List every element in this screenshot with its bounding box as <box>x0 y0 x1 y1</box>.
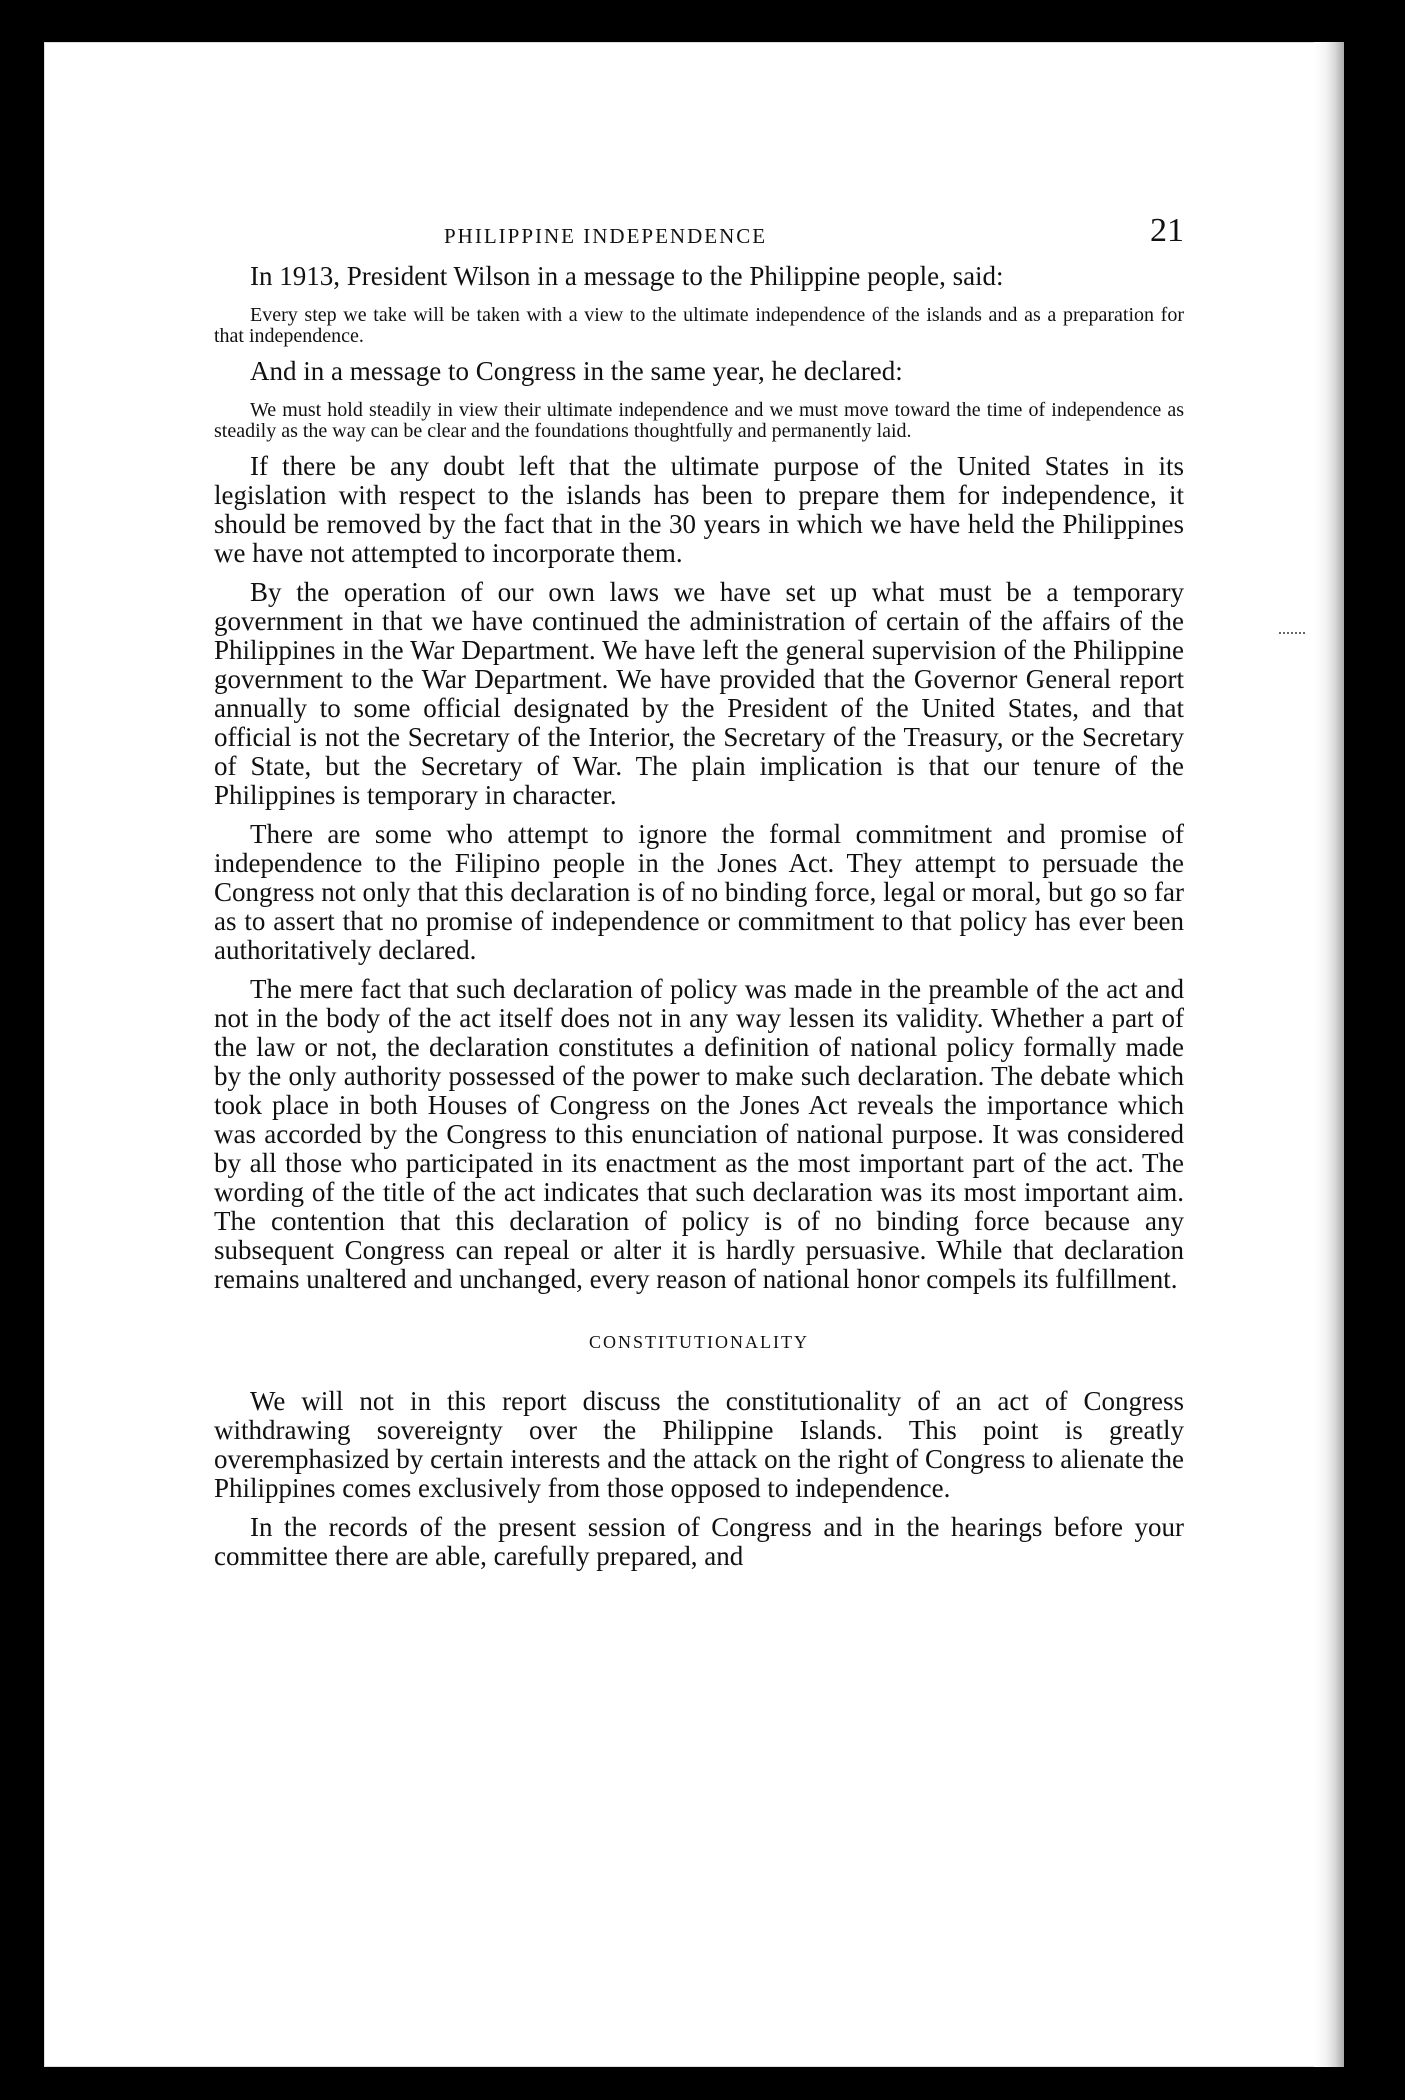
block-quote-wilson-people: Every step we take will be taken with a view to the ultimate independence of the islands and as a preparation for that independence. <box>214 304 1184 347</box>
paragraph-records-session: In the records of the present session of Congress and in the hearings before your committee there are able, carefully prepared, and <box>214 1512 1184 1571</box>
running-title: PHILIPPINE INDEPENDENCE <box>444 224 768 248</box>
paragraph-ultimate-purpose: If there be any doubt left that the ultimate purpose of the United States in its legislation with respect to the islands has been to prepare them for independence, it should be removed by the fact that in the 30 years in which we have held the Philippines we have not attempted to incorporate them. <box>214 451 1184 568</box>
paragraph-congress-message: And in a message to Congress in the same year, he declared: <box>250 356 903 386</box>
page-content <box>214 202 1184 1571</box>
paragraph-temporary-government: By the operation of our own laws we have set up what must be a temporary government in that we have continued the administration of certain of the affairs of the Philippines in the War Department. We have left the general supervision of the Philippine government to the War Department. We have provided that the Governor General report annually to some official designated by the President of the United States, and that official is not the Secretary of the Interior, the Secretary of the Treasury, or the Secretary of State, but the Secretary of War. The plain implication is that our tenure of the Philippines is temporary in character. <box>214 577 1184 810</box>
page-number: 21 <box>1150 212 1184 249</box>
block-quote-wilson-congress: We must hold steadily in view their ultimate independence and we must move toward the time of independence as steadily as the way can be clear and the foundations thoughtfully and permanently laid. <box>214 399 1184 442</box>
paragraph-preamble-validity: The mere fact that such declaration of policy was made in the preamble of the act and not in the body of the act itself does not in any way lessen its validity. Whether a part of the law or not, the declaration constitutes a definition of national policy formally made by the only authority possessed of the power to make such declaration. The debate which took place in both Houses of Congress on the Jones Act reveals the importance which was accorded by the Congress to this enunciation of national purpose. It was considered by all those who participated in its enactment as the most important part of the act. The wording of the title of the act indicates that such declaration was its most important aim. The contention that this declaration of policy is of no binding force because any subsequent Congress can repeal or alter it is hardly persuasive. While that declaration remains unaltered and unchanged, every reason of national honor compels its fulfillment. <box>214 974 1184 1294</box>
paragraph-jones-act-commitment: There are some who attempt to ignore the formal commitment and promise of independence to the Filipino people in the Jones Act. They attempt to persuade the Congress not only that this declaration is of no binding force, legal or moral, but go so far as to assert that no promise of independence or commitment to that policy has ever been authoritatively declared. <box>214 819 1184 965</box>
page-header <box>214 202 1184 262</box>
page-edge-shadow <box>1314 42 1344 2067</box>
paragraph-constitutionality: We will not in this report discuss the constitutionality of an act of Congress withdrawing sovereignty over the Philippine Islands. This point is greatly overemphasized by certain interests and the attack on the right of Congress to alienate the Philippines comes exclusively from those opposed to independence. <box>214 1386 1184 1503</box>
document-page <box>44 42 1344 2067</box>
paragraph-wilson-intro: In 1913, President Wilson in a message to the Philippine people, said: <box>250 261 1004 291</box>
margin-mark <box>1279 632 1305 638</box>
section-heading-constitutionality: CONSTITUTIONALITY <box>589 1332 809 1352</box>
